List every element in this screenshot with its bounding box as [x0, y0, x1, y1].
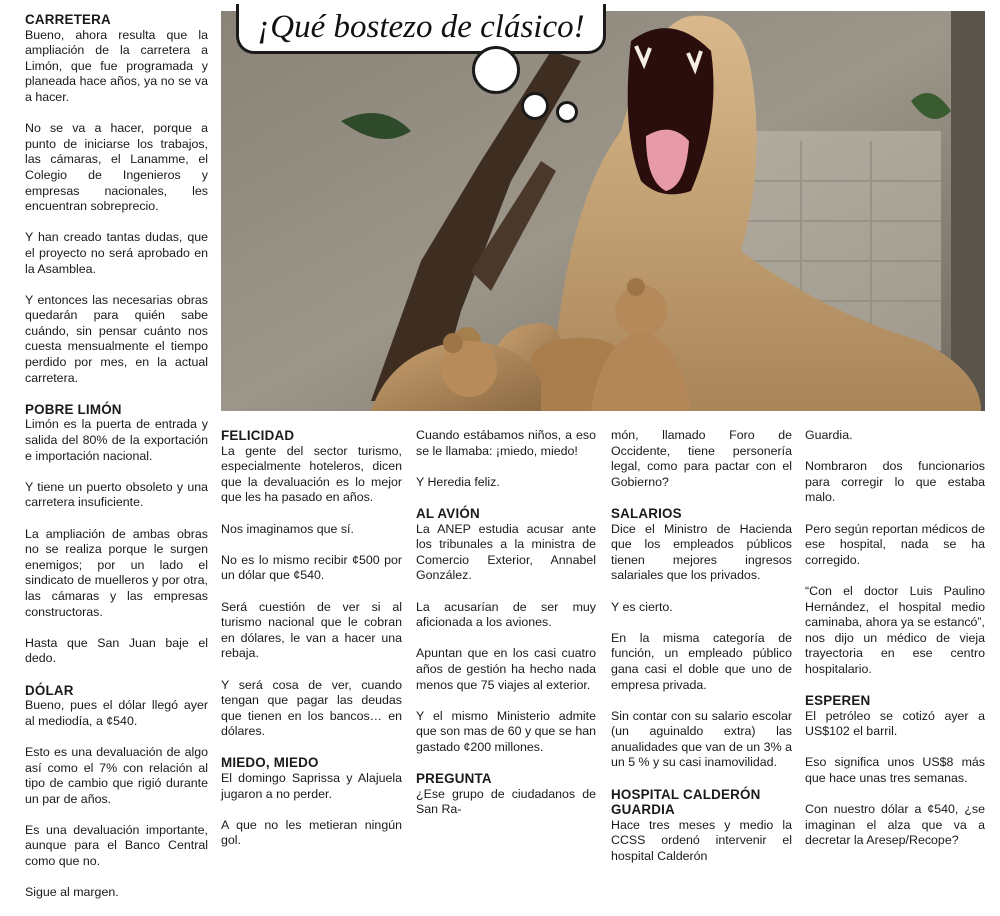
paragraph: La ANEP estudia acusar ante los tribunales a la ministra de Comercio Exterior, Annabel González.: [416, 521, 596, 583]
thought-dot-medium: [521, 92, 549, 120]
column-1: [25, 12, 208, 916]
section-heading: ESPEREN: [805, 693, 871, 709]
paragraph: Y entonces las necesarias obras quedarán para quién sabe cuándo, sin pensar cuánto nos cuesta mensualmente el tiempo perdido por mes, en la actual carretera.: [25, 292, 208, 385]
section-heading: AL AVIÓN: [416, 505, 480, 521]
thought-dot-small: [556, 101, 578, 123]
paragraph: Limón es la puerta de entrada y salida del 80% de la exportación e importación nacional.: [25, 417, 208, 463]
paragraph: Es una devaluación importante, aunque para el Banco Central como que no.: [25, 822, 208, 869]
paragraph: Hasta que San Juan baje el dedo.: [25, 635, 208, 666]
paragraph: Y Heredia feliz.: [416, 474, 500, 489]
section-heading: SALARIOS: [611, 505, 682, 521]
column-3: [416, 428, 596, 833]
paragraph: Y el mismo Ministerio admite que son mas de 60 y que se han gastado ¢200 millones.: [416, 708, 596, 754]
thought-bubble: [236, 4, 606, 54]
section-heading: CARRETERA: [25, 12, 111, 27]
paragraph: Y será cosa de ver, cuando tengan que pagar las deudas que tienen en los bancos… en dólares.: [221, 677, 402, 739]
section-heading: MIEDO, MIEDO: [221, 755, 319, 771]
paragraph: ¿Ese grupo de ciudadanos de San Ra-: [416, 786, 596, 817]
paragraph: Será cuestión de ver si al turismo nacional que le cobran en dólares, le van a hacer una rebaja.: [221, 599, 402, 661]
section-heading: HOSPITAL CALDERÓN GUARDIA: [611, 786, 761, 818]
paragraph: Cuando estábamos niños, a eso se le llamaba: ¡miedo, miedo!: [416, 428, 596, 458]
section-heading: POBRE LIMÓN: [25, 401, 122, 417]
paragraph: Sin contar con su salario escolar (un aguinaldo extra) las anualidades que van de un 3% a un 5 % y su casi inamovilidad.: [611, 708, 792, 770]
paragraph: El domingo Saprissa y Alajuela jugaron a no perder.: [221, 771, 402, 801]
column-2: [221, 428, 402, 865]
paragraph: món, llamado Foro de Occidente, tiene personería legal, como para pactar con el Gobierno?: [611, 428, 792, 489]
paragraph: Y es cierto.: [611, 599, 673, 614]
paragraph: A que no les metieran ningún gol.: [221, 817, 402, 848]
paragraph: Apuntan que en los casi cuatro años de gestión ha hecho nada menos que 75 viajes al exterior.: [416, 646, 596, 692]
section-heading: PREGUNTA: [416, 771, 492, 787]
paragraph: Eso significa unos US$8 más que hace unas tres semanas.: [805, 755, 985, 786]
paragraph: Guardia.: [805, 428, 853, 442]
paragraph: Y han creado tantas dudas, que el proyecto no será aprobado en la Asamblea.: [25, 230, 208, 276]
paragraph: Nombraron dos funcionarios para corregir lo que estaba malo.: [805, 459, 985, 505]
paragraph: Bueno, pues el dólar llegó ayer al mediodía, a ¢540.: [25, 698, 208, 728]
bubble-caption: ¡Qué bostezo de clásico!: [257, 9, 585, 45]
paragraph: La ampliación de ambas obras no se realiza porque le surgen enemigos; por un lado el sindicato de muelleros y por otra, las cámaras y las empresas constructoras.: [25, 526, 208, 619]
thought-dot-large: [472, 46, 520, 94]
paragraph: La gente del sector turismo, especialmente hoteleros, dicen que la devaluación es lo mejor que les ha pasado en años.: [221, 443, 402, 505]
section-heading: FELICIDAD: [221, 428, 295, 443]
paragraph: Con nuestro dólar a ¢540, ¿se imaginan el alza que va a decretar la Aresep/Recope?: [805, 802, 985, 848]
paragraph: Bueno, ahora resulta que la ampliación de la carretera a Limón, que fue programada y planeada hace años, ya no se va a hacer.: [25, 27, 208, 104]
lion-photo-illustration: [221, 11, 985, 411]
paragraph: Pero según reportan médicos de ese hospital, nada se ha corregido.: [805, 521, 985, 567]
lion-photo: [221, 11, 985, 411]
paragraph: No es lo mismo recibir ¢500 por un dólar que ¢540.: [221, 552, 402, 583]
paragraph: “Con el doctor Luis Paulino Hernández, el hospital medio caminaba, ahora ya se estancó”, nos dijo un médico de vieja trayectoria en ese centro hospitalario.: [805, 583, 985, 676]
paragraph: No se va a hacer, porque a punto de iniciarse los trabajos, las cámaras, el Lanamme, el Colegio de Ingenieros y empresas nacionales, les encuentran sobreprecio.: [25, 121, 208, 214]
paragraph: Sigue al margen.: [25, 885, 119, 900]
paragraph: El petróleo se cotizó ayer a US$102 el barril.: [805, 708, 985, 739]
column-4: [611, 428, 792, 880]
paragraph: Y tiene un puerto obsoleto y una carretera insuficiente.: [25, 479, 208, 510]
paragraph: Esto es una devaluación de algo así como el 7% con relación al tipo de cambio que rigió durante un par de años.: [25, 744, 208, 806]
paragraph: En la misma categoría de función, un empleado público gana casi el doble que uno de empresa privada.: [611, 630, 792, 692]
column-5: [805, 428, 985, 865]
paragraph: Hace tres meses y medio la CCSS ordenó intervenir el hospital Calderón: [611, 817, 792, 864]
paragraph: Nos imaginamos que sí.: [221, 521, 354, 536]
paragraph: Dice el Ministro de Hacienda que los empleados públicos tienen mejores ingresos salariales que los privados.: [611, 521, 792, 583]
section-heading: DÓLAR: [25, 682, 74, 698]
paragraph: La acusarían de ser muy aficionada a los aviones.: [416, 599, 596, 630]
